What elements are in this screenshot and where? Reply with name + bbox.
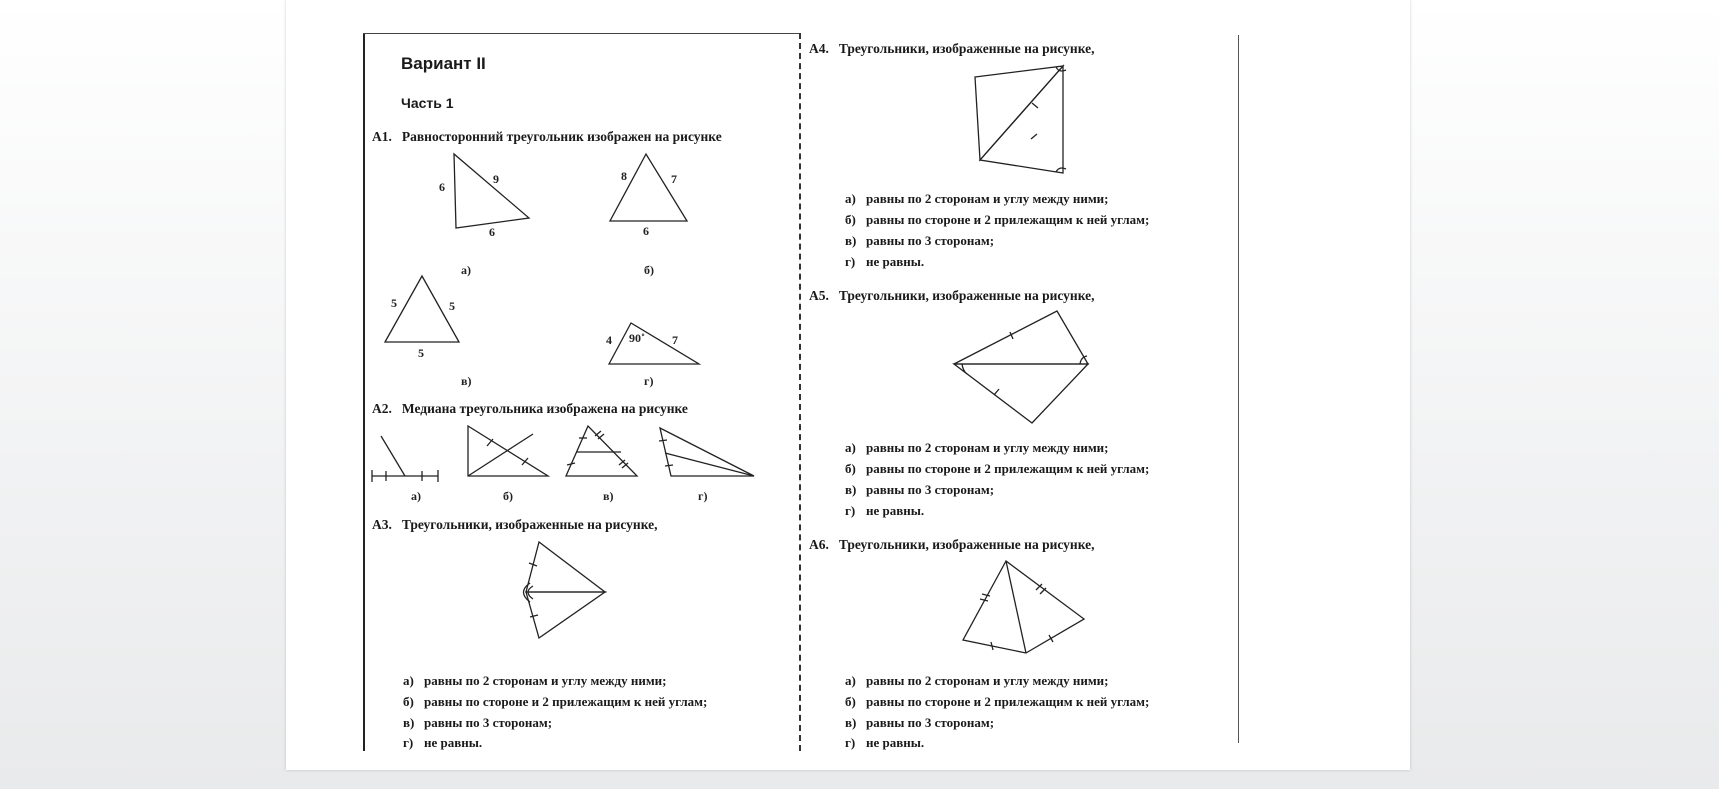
a1-a-side-left: 6 <box>439 180 445 194</box>
a2-caption-c: в) <box>603 489 614 503</box>
question-a6-text: Треугольники, изображенные на рисунке, <box>838 537 1095 552</box>
question-a2-number: А2. <box>372 401 392 416</box>
a4-option-a[interactable]: а) равны по 2 сторонам и углу между ними; <box>845 191 1109 206</box>
a3-option-d[interactable]: г) не равны. <box>403 735 483 750</box>
a5-option-a[interactable]: а) равны по 2 сторонам и углу между ними; <box>845 440 1109 455</box>
a1-caption-c: в) <box>461 374 472 388</box>
part-title: Часть 1 <box>401 95 454 111</box>
a1-c-side-left: 5 <box>391 296 397 310</box>
question-a5-text: Треугольники, изображенные на рисунке, <box>838 288 1095 303</box>
question-a3-text: Треугольники, изображенные на рисунке, <box>401 517 658 532</box>
a4-a5-a6-figures <box>363 33 1240 751</box>
question-a5-number: А5. <box>809 288 829 303</box>
a6-option-a[interactable]: а) равны по 2 сторонам и углу между ними; <box>845 673 1109 688</box>
a1-b-side-right: 7 <box>671 172 677 186</box>
a1-c-side-right: 5 <box>449 299 455 313</box>
a4-figure <box>975 66 1066 173</box>
a1-d-side-left: 4 <box>606 333 612 347</box>
a5-option-c[interactable]: в) равны по 3 сторонам; <box>845 482 995 497</box>
a5-option-d[interactable]: г) не равны. <box>845 503 925 518</box>
question-a5 <box>809 288 1095 304</box>
a2-caption-b: б) <box>503 489 513 503</box>
a1-b-side-bottom: 6 <box>643 224 649 238</box>
a4-option-c[interactable]: в) равны по 3 сторонам; <box>845 233 995 248</box>
a1-a-side-right: 9 <box>493 172 499 186</box>
a3-option-b[interactable]: б) равны по стороне и 2 прилежащим к ней углам; <box>403 694 708 709</box>
a1-c-side-bottom: 5 <box>418 346 424 360</box>
a3-option-a[interactable]: а) равны по 2 сторонам и углу между ними; <box>403 673 667 688</box>
a1-caption-a: а) <box>461 263 471 277</box>
a6-figure <box>963 561 1084 653</box>
question-a1-number: А1. <box>372 129 392 144</box>
question-a4-text: Треугольники, изображенные на рисунке, <box>838 41 1095 56</box>
a3-option-c[interactable]: в) равны по 3 сторонам; <box>403 715 553 730</box>
a2-caption-a: а) <box>411 489 421 503</box>
question-a6-number: А6. <box>809 537 829 552</box>
a6-option-c[interactable]: в) равны по 3 сторонам; <box>845 715 995 730</box>
a1-caption-d: г) <box>644 374 654 388</box>
a6-option-d[interactable]: г) не равны. <box>845 735 925 750</box>
a4-option-b[interactable]: б) равны по стороне и 2 прилежащим к ней углам; <box>845 212 1150 227</box>
a5-figure <box>954 311 1088 423</box>
variant-title: Вариант II <box>401 54 486 73</box>
question-a3-number: А3. <box>372 517 392 532</box>
question-a4 <box>809 41 1095 57</box>
a4-option-d[interactable]: г) не равны. <box>845 254 925 269</box>
question-a4-number: А4. <box>809 41 829 56</box>
a1-b-side-left: 8 <box>621 169 627 183</box>
a2-caption-d: г) <box>698 489 708 503</box>
a1-d-right-angle: 90˚ <box>629 331 645 345</box>
test-sheet-scan <box>363 33 1240 751</box>
a5-option-b[interactable]: б) равны по стороне и 2 прилежащим к ней углам; <box>845 461 1150 476</box>
a1-a-side-bottom: 6 <box>489 225 495 239</box>
question-a6 <box>809 537 1095 553</box>
question-a1-text: Равносторонний треугольник изображен на рисунке <box>401 129 722 144</box>
a1-caption-b: б) <box>644 263 654 277</box>
question-a2-text: Медиана треугольника изображена на рисунке <box>401 401 688 416</box>
a1-d-side-right: 7 <box>672 333 678 347</box>
a6-option-b[interactable]: б) равны по стороне и 2 прилежащим к ней углам; <box>845 694 1150 709</box>
